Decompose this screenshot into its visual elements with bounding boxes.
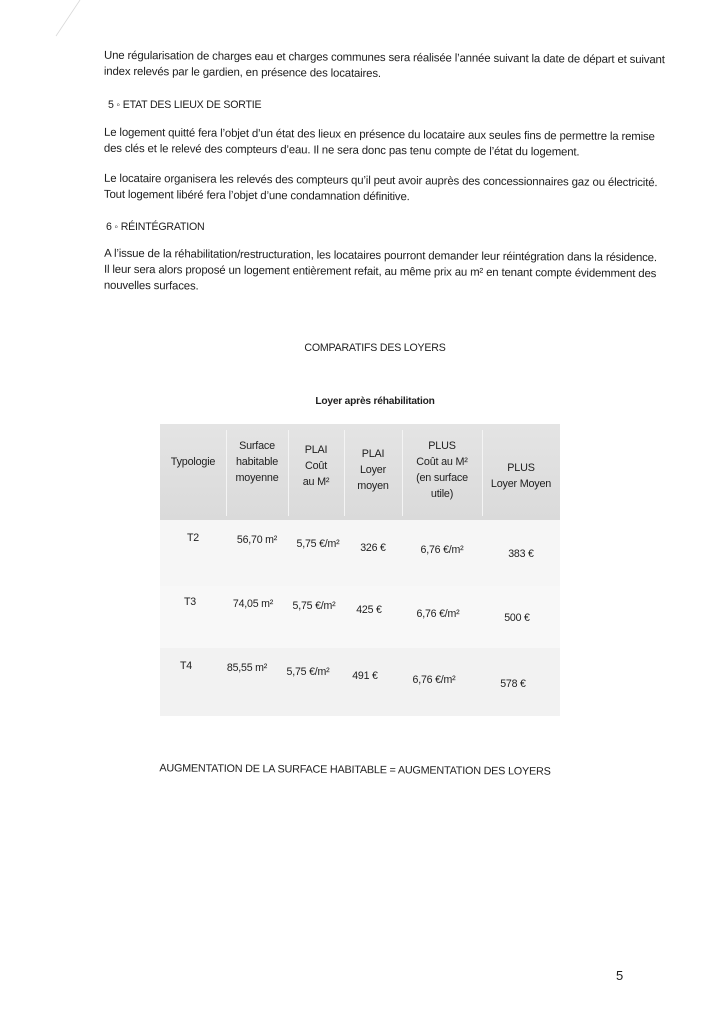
comparatifs-title: COMPARATIFS DES LOYERS [304, 342, 446, 354]
cell-plai-cout: 5,75 €/m² [292, 600, 336, 612]
paragraph-reintegration [104, 246, 666, 298]
cell-plai-loyer: 326 € [360, 542, 386, 554]
cell-plai-cout: 5,75 €/m² [286, 666, 330, 678]
cell-plai-loyer: 491 € [352, 670, 378, 682]
cell-typologie: T2 [187, 532, 199, 544]
table-title: Loyer après réhabilitation [315, 396, 435, 407]
heading-reintegration: 6 ◦ RÉINTÉGRATION [106, 221, 205, 233]
scan-mark-icon [54, 0, 94, 40]
header-plai-loyer: PLAI Loyer moyen [357, 448, 389, 492]
paragraph-charges: Une régularisation de charges eau et charges communes sera réalisée l’année suivant la date de départ et suivant index relevés par le gardien, en présence des locataires. [103, 49, 665, 80]
cell-surface: 74,05 m² [232, 598, 274, 610]
cell-typologie: T4 [180, 660, 192, 672]
heading-etat-des-lieux: 5 ◦ ETAT DES LIEUX DE SORTIE [108, 99, 262, 111]
cell-plai-cout: 5,75 €/m² [296, 538, 340, 550]
cell-plus-loyer: 578 € [500, 678, 526, 690]
header-plus-cout: PLUS Coût au M² (en surface utile) [416, 440, 468, 500]
cell-plus-loyer: 383 € [508, 548, 534, 560]
rent-table [160, 424, 560, 716]
paragraph-compteurs: Le locataire organisera les relevés des compteurs qu’il peut avoir auprès des concessionnaires gaz ou électricité. Tout logement libéré fera l’objet d’une condamnation définitive. [103, 172, 658, 204]
cell-plai-loyer: 425 € [356, 604, 382, 616]
header-plus-loyer: PLUS Loyer Moyen [490, 462, 552, 490]
paragraph-reintegration-line2: Il leur sera alors proposé un logement entièrement refait, au même prix au m² en tenant compte évidemment des nouvelles surfaces. [103, 263, 657, 293]
header-surface: Surface habitable moyenne [235, 440, 279, 484]
cell-plus-loyer: 500 € [504, 612, 530, 624]
cell-surface: 85,55 m² [226, 662, 268, 674]
paragraph-reintegration-line1: A l’issue de la réhabilitation/restructuration, les locataires pourront demander leur réintégration dans la résidence. [104, 247, 657, 265]
page-number: 5 [616, 968, 624, 983]
cell-typologie: T3 [184, 596, 196, 608]
header-plai-cout: PLAI Coût au M² [302, 444, 330, 488]
paragraph-etat-des-lieux: Le logement quitté fera l’objet d’un état des lieux en présence du locataire aux seules fins de permettre la remise des clés et le relevé des compteurs d’eau. Il ne sera donc pas tenu compte de l’état du logement. [103, 126, 655, 159]
cell-surface: 56,70 m² [236, 534, 278, 546]
header-typologie: Typologie [170, 456, 216, 468]
cell-plus-cout: 6,76 €/m² [412, 674, 456, 686]
cell-plus-cout: 6,76 €/m² [420, 544, 464, 556]
cell-plus-cout: 6,76 €/m² [416, 608, 460, 620]
conclusion-text: AUGMENTATION DE LA SURFACE HABITABLE = AUGMENTATION DES LOYERS [159, 762, 551, 778]
